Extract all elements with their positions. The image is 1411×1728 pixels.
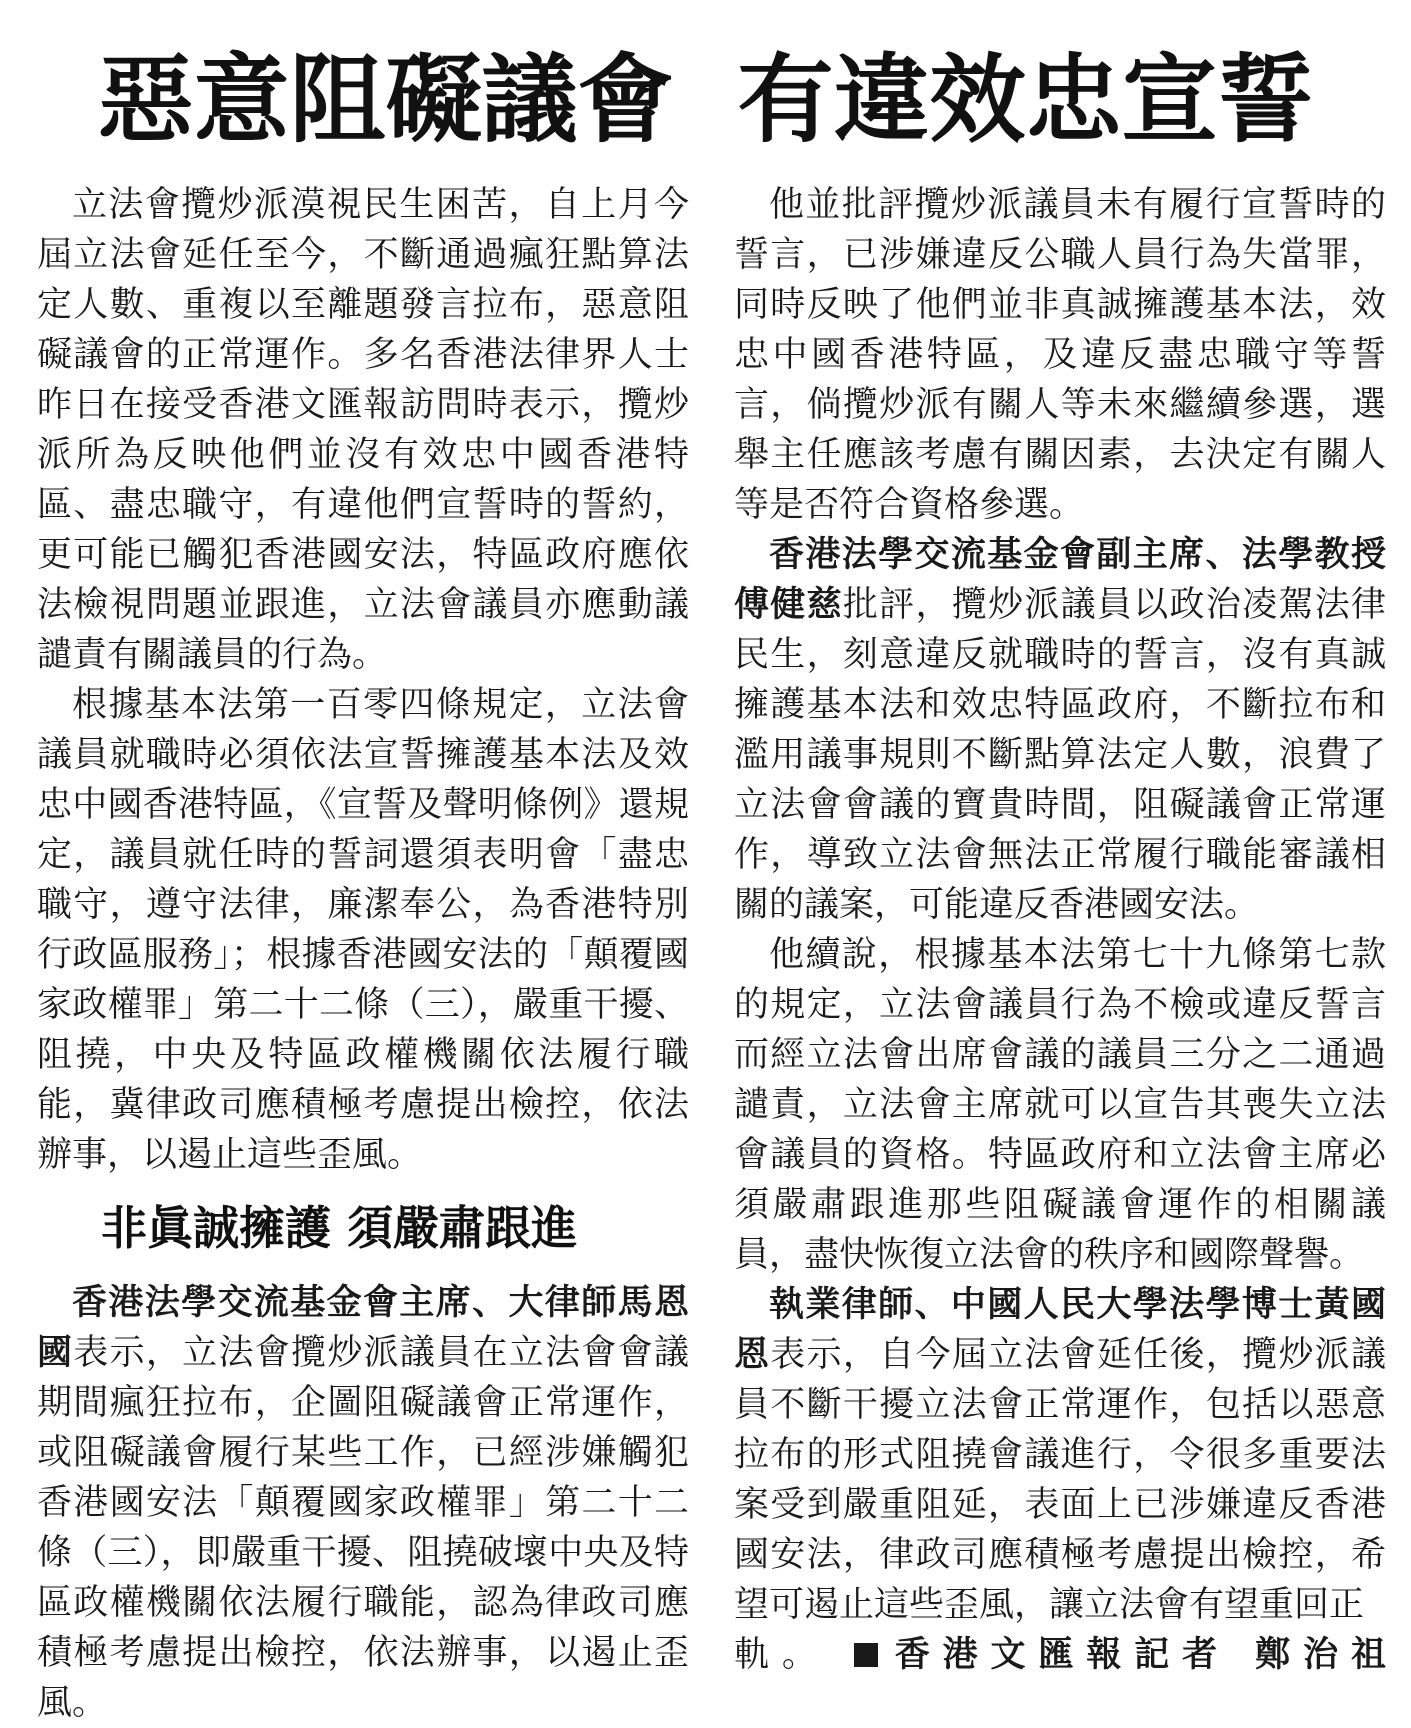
subheading: 非眞誠擁護 須嚴肅跟進 [101, 1201, 578, 1255]
speaker-name-lead: 香港法學交流基金會主席、大律師馬恩國 [37, 1283, 689, 1373]
right-paragraph-3: 他續說，根據基本法第七十九條第七款的規定，立法會議員行為不檢或違反誓言而經立法會出席會議的議員三分之二通過譴責，立法會主席就可以宣告其喪失立法會議員的資格。特區政府和立法會主席必須嚴肅跟進那些阻礙議會運作的相關議員，盡快恢復立法會的秩序和國際聲譽。 [734, 935, 1386, 1275]
byline-square-icon [854, 1643, 878, 1667]
speaker-name-lead: 執業律師、中國人民大學法學博士黃國恩 [734, 1285, 1386, 1375]
left-paragraph-3-body: 表示，立法會攬炒派議員在立法會會議期間瘋狂拉布，企圖阻礙議會正常運作，或阻礙議會履行某些工作，已經涉嫌觸犯香港國安法「顛覆國家政權罪」第二十二條（三），即嚴重干擾、阻撓破壞中央及特區政權機關依法履行職能，認為律政司應積極考慮提出檢控，依法辦事，以遏止歪風。 [37, 1333, 689, 1723]
left-paragraph-1: 立法會攬炒派漠視民生困苦，自上月今屆立法會延任至今，不斷通過瘋狂點算法定人數、重複以至離題發言拉布，惡意阻礙議會的正常運作。多名香港法律界人士昨日在接受香港文匯報訪問時表示，攬炒派所為反映他們並沒有效忠中國香港特區、盡忠職守，有違他們宣誓時的誓約，更可能已觸犯香港國安法，特區政府應依法檢視問題並跟進，立法會議員亦應動議譴責有關議員的行為。 [37, 185, 689, 675]
right-paragraph-4 [734, 1280, 1386, 1630]
left-paragraph-3 [37, 1278, 689, 1728]
headline [0, 40, 1411, 160]
headline-part-2: 有違效忠宣誓 [737, 44, 1314, 156]
right-paragraph-2 [734, 530, 1386, 930]
right-paragraph-1: 他並批評攬炒派議員未有履行宣誓時的誓言，已涉嫌違反公職人員行為失當罪，同時反映了他們並非真誠擁護基本法，效忠中國香港特區，及違反盡忠職守等誓言，倘攬炒派有關人等未來繼續參選，選舉主任應該考慮有關因素，去決定有關人等是否符合資格參選。 [734, 185, 1386, 525]
reporter-byline [854, 1635, 1386, 1675]
left-column [37, 180, 689, 1728]
right-paragraph-2-body: 批評，攬炒派議員以政治凌駕法律民生，刻意違反就職時的誓言，沒有真誠擁護基本法和效忠特區政府，不斷拉布和濫用議事規則不斷點算法定人數，浪費了立法會會議的寶貴時間，阻礙議會正常運作，導致立法會無法正常履行職能審議相關的議案，可能違反香港國安法。 [734, 585, 1386, 925]
right-paragraph-4-body: 表示，自今屆立法會延任後，攬炒派議員不斷干擾立法會正常運作，包括以惡意拉布的形式阻撓會議進行，令很多重要法案受到嚴重阻延，表面上已涉嫌違反香港國安法，律政司應積極考慮提出檢控，希望可遏止這些歪風，讓立法會有望重回正 [734, 1335, 1386, 1625]
closing-line [734, 1630, 1386, 1680]
right-column [734, 180, 1386, 1680]
speaker-name-lead: 香港法學交流基金會副主席、法學教授傅健慈 [734, 535, 1386, 625]
left-paragraph-2: 根據基本法第一百零四條規定，立法會議員就職時必須依法宣誓擁護基本法及效忠中國香港特區，《宣誓及聲明條例》還規定，議員就任時的誓詞還須表明會「盡忠職守，遵守法律，廉潔奉公，為香港特別行政區服務」；根據香港國安法的「顛覆國家政權罪」第二十二條（三），嚴重干擾、阻撓，中央及特區政權機關依法履行職能，冀律政司應積極考慮提出檢控，依法辦事，以遏止這些歪風。 [37, 685, 689, 1175]
headline-part-1: 惡意阻礙議會 [97, 44, 674, 156]
byline-text: 香港文匯報記者 鄭治祖 [881, 1635, 1386, 1675]
closing-text: 軌。 [734, 1635, 830, 1675]
